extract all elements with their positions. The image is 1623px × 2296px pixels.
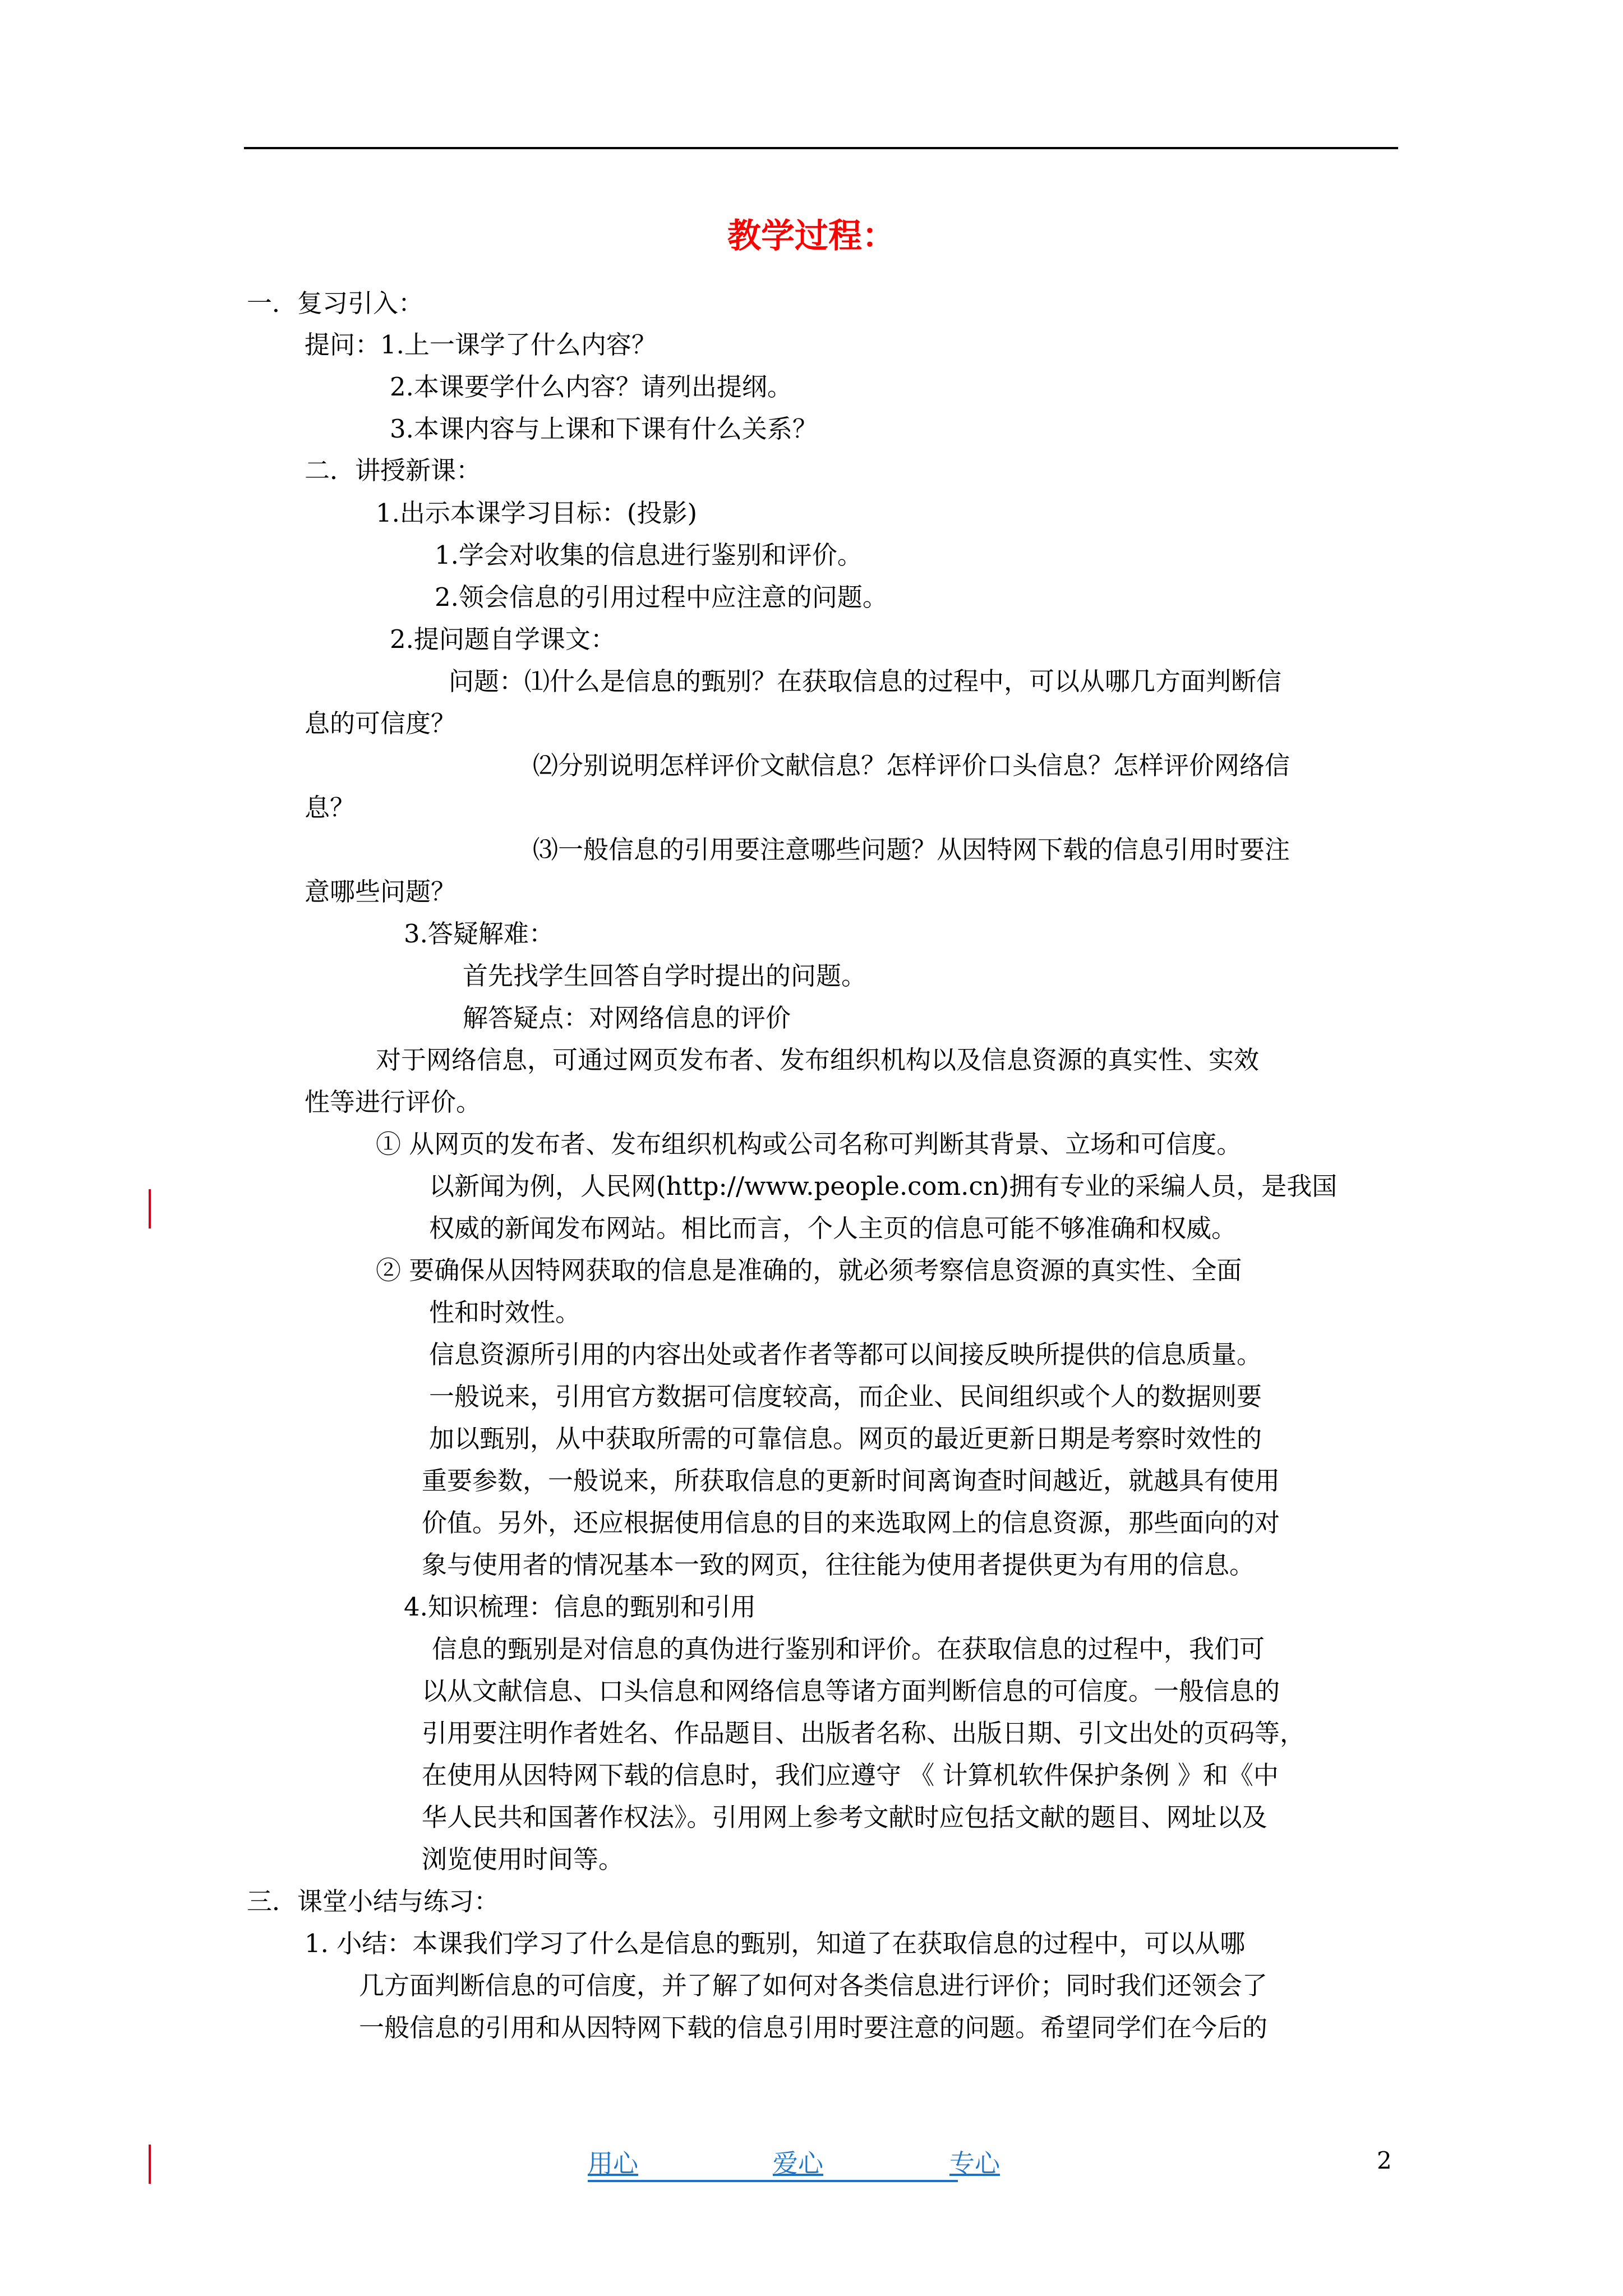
text-line: 3.答疑解难： (404, 919, 554, 949)
margin-revision-bar (149, 1189, 151, 1228)
text-line: 重要参数，一般说来，所获取信息的更新时间离询查时间越近，就越具有使用 (422, 1466, 1280, 1496)
text-line: 华人民共和国著作权法》。引用网上参考文献时应包括文献的题目、网址以及 (422, 1802, 1267, 1832)
text-line: 首先找学生回答自学时提出的问题。 (463, 961, 867, 991)
footer-word-link[interactable]: 用心 (588, 2148, 639, 2178)
section-heading: 三．课堂小结与练习： (247, 1887, 500, 1916)
text-line: 一般说来，引用官方数据可信度较高，而企业、民间组织或个人的数据则要 (429, 1382, 1262, 1411)
text-line: 4.知识梳理：信息的甄别和引用 (404, 1592, 756, 1622)
page-title: 教学过程： (727, 217, 896, 256)
text-line: 几方面判断信息的可信度，并了解了如何对各类信息进行评价；同时我们还领会了 (359, 1971, 1268, 2000)
text-line: 以新闻为例，人民网(http://www.people.com.cn)拥有专业的采编人员，是我国 (429, 1171, 1338, 1201)
text-line: 性和时效性。 (429, 1297, 581, 1327)
text-line: 息？ (305, 793, 356, 822)
text-line: 2.领会信息的引用过程中应注意的问题。 (435, 582, 888, 612)
page-number: 2 (1377, 2147, 1392, 2174)
text-line: ⑶一般信息的引用要注意哪些问题？从因特网下载的信息引用时要注 (533, 835, 1290, 864)
text-line: ⑵分别说明怎样评价文献信息？怎样评价口头信息？怎样评价网络信 (533, 751, 1290, 780)
text-line: 解答疑点：对网络信息的评价 (463, 1003, 791, 1033)
text-line: 意哪些问题？ (305, 877, 457, 907)
text-line: 加以甄别，从中获取所需的可靠信息。网页的最近更新日期是考察时效性的 (429, 1424, 1262, 1453)
list-item: ① 从网页的发布者、发布组织机构或公司名称可判断其背景、立场和可信度。 (376, 1129, 1242, 1159)
text-line: 引用要注明作者姓名、作品题目、出版者名称、出版日期、引文出处的页码等， (422, 1718, 1306, 1748)
text-line: 性等进行评价。 (305, 1087, 482, 1117)
margin-revision-bar (149, 2145, 151, 2184)
footer-word-link[interactable]: 爱心 (773, 2148, 824, 2178)
text-line: 3.本课内容与上课和下课有什么关系？ (390, 414, 818, 444)
header-rule (244, 147, 1398, 149)
text-line: 浏览使用时间等。 (422, 1844, 624, 1874)
text-line: 一般信息的引用和从因特网下载的信息引用时要注意的问题。希望同学们在今后的 (359, 2013, 1268, 2042)
text-line: 权威的新闻发布网站。相比而言，个人主页的信息可能不够准确和权威。 (429, 1213, 1237, 1243)
text-line: 信息资源所引用的内容出处或者作者等都可以间接反映所提供的信息质量。 (429, 1340, 1262, 1369)
text-line: 提问：1.上一课学了什么内容？ (305, 330, 657, 360)
list-item: ② 要确保从因特网获取的信息是准确的，就必须考察信息资源的真实性、全面 (376, 1255, 1242, 1285)
section-heading: 二．讲授新课： (305, 455, 482, 485)
section-heading: 一．复习引入： (247, 288, 424, 318)
text-line: 对于网络信息，可通过网页发布者、发布组织机构以及信息资源的真实性、实效 (376, 1045, 1260, 1075)
text-line: 信息的甄别是对信息的真伪进行鉴别和评价。在获取信息的过程中，我们可 (432, 1634, 1265, 1664)
text-line: 以从文献信息、口头信息和网络信息等诸方面判断信息的可信度。一般信息的 (422, 1676, 1280, 1706)
footer-word-link[interactable]: 专心 (949, 2148, 1000, 2178)
list-item: 1. 小结：本课我们学习了什么是信息的甄别，知道了在获取信息的过程中，可以从哪 (305, 1929, 1246, 1958)
text-line: 2.本课要学什么内容？请列出提纲。 (390, 372, 792, 402)
text-line: 问题：⑴什么是信息的甄别？在获取信息的过程中，可以从哪几方面判断信 (449, 666, 1282, 696)
text-line: 在使用从因特网下载的信息时，我们应遵守 《 计算机软件保护条例 》和《中 (422, 1760, 1279, 1790)
text-line: 1.出示本课学习目标：(投影) (376, 498, 698, 528)
text-line: 2.提问题自学课文： (390, 624, 616, 654)
text-line: 象与使用者的情况基本一致的网页，往往能为使用者提供更为有用的信息。 (422, 1550, 1255, 1580)
text-line: 价值。另外，还应根据使用信息的目的来选取网上的信息资源，那些面向的对 (422, 1508, 1280, 1538)
text-line: 1.学会对收集的信息进行鉴别和评价。 (435, 540, 863, 570)
text-line: 息的可信度？ (305, 708, 457, 738)
